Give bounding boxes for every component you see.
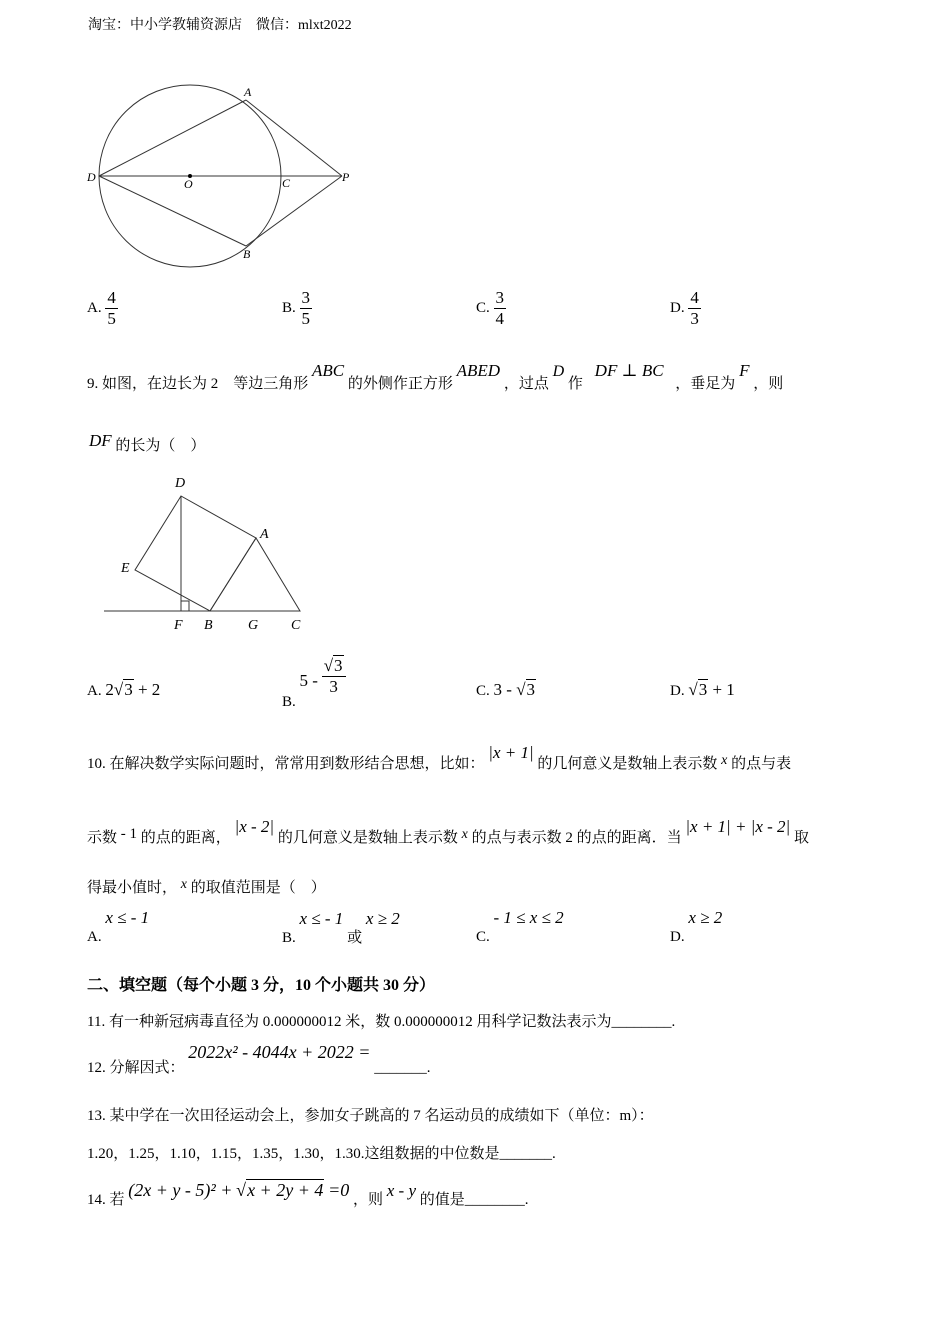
square-abed <box>135 496 256 611</box>
label-d: D <box>87 170 96 184</box>
label-e: E <box>121 561 130 576</box>
q8-option-c: C. $\frac{3}{4}$ <box>476 288 505 328</box>
q10-option-d: D. x ≥ 2 <box>670 908 723 945</box>
label-g: G <box>248 618 259 633</box>
page-header: 淘宝：中小学教辅资源店 微信：mlxt2022 <box>88 18 352 33</box>
figure-circle-tangents <box>80 78 370 278</box>
section-title: 二、填空题（每个小题 3 分，10 个小题共 30 分） <box>87 977 436 994</box>
q9-stem-line1: 9. 如图，在边长为 2 等边三角形 ABC 的外侧作正方形 ABED ，过点 D 作 DF ⊥ BC ，垂足为 F ，则 <box>87 361 784 392</box>
q9-option-b: B. 5 - $\frac{√3}{3}$ <box>282 656 346 697</box>
q10-option-a: A. x ≤ - 1 <box>87 908 150 945</box>
right-angle-mark <box>181 601 189 611</box>
label-f: F <box>174 618 183 633</box>
q13-line2: 1.20，1.25，1.10，1.15，1.35，1.30，1.30.这组数据的中位数是_______. <box>87 1146 556 1162</box>
q9-option-a: A. 2√3 + 2 <box>87 680 161 699</box>
q10-stem-line2: 示数 - 1 的点的距离， |x - 2| 的几何意义是数轴上表示数 x 的点与表示数 2 的点的距离．当 |x + 1| + |x - 2| 取 <box>87 817 809 846</box>
label-b: B <box>243 247 251 261</box>
q9-stem-line2: DF 的长为（ ） <box>89 431 206 454</box>
figure-square-triangle <box>100 468 320 638</box>
label-c: C <box>291 618 301 633</box>
q13-line1: 13. 某中学在一次田径运动会上，参加女子跳高的 7 名运动员的成绩如下（单位：m）： <box>87 1108 654 1124</box>
q12-text: 12. 分解因式： 2022x² - 4044x + 2022 = _______. <box>87 1042 431 1076</box>
label-p: P <box>342 170 350 184</box>
label-o: O <box>184 177 193 191</box>
line-ap <box>246 100 342 176</box>
q10-option-b: B. x ≤ - 1 或 x ≥ 2 <box>282 909 400 946</box>
label-c: C <box>282 176 291 190</box>
q10-option-c: C. - 1 ≤ x ≤ 2 <box>476 908 564 945</box>
label-d: D <box>175 476 186 491</box>
q10-stem-line3: 得最小值时， x 的取值范围是（ ） <box>87 877 326 896</box>
q8-option-b: B. $\frac{3}{5}$ <box>282 288 311 328</box>
q8-option-a: A. $\frac{4}{5}$ <box>87 288 116 328</box>
line-da <box>99 100 246 176</box>
q14-text: 14. 若 (2x + y - 5)² + √x + 2y + 4 =0 ，则 x - y 的值是________. <box>87 1180 529 1208</box>
q10-stem-line1: 10. 在解决数学实际问题时，常常用到数形结合思想，比如： |x + 1| 的几何意义是数轴上表示数 x 的点与表 <box>87 743 792 772</box>
label-a: A <box>244 85 252 99</box>
q9-option-c: C. 3 - √3 <box>476 680 536 699</box>
q8-option-d: D. $\frac{4}{3}$ <box>670 288 699 328</box>
q9-option-d: D. √3 + 1 <box>670 680 735 699</box>
label-b: B <box>204 618 213 633</box>
line-bp <box>246 176 342 246</box>
label-a: A <box>260 527 269 542</box>
triangle-abc <box>210 538 300 611</box>
q11-text: 11. 有一种新冠病毒直径为 0.000000012 米，数 0.000000012 用科学记数法表示为________. <box>87 1014 676 1030</box>
